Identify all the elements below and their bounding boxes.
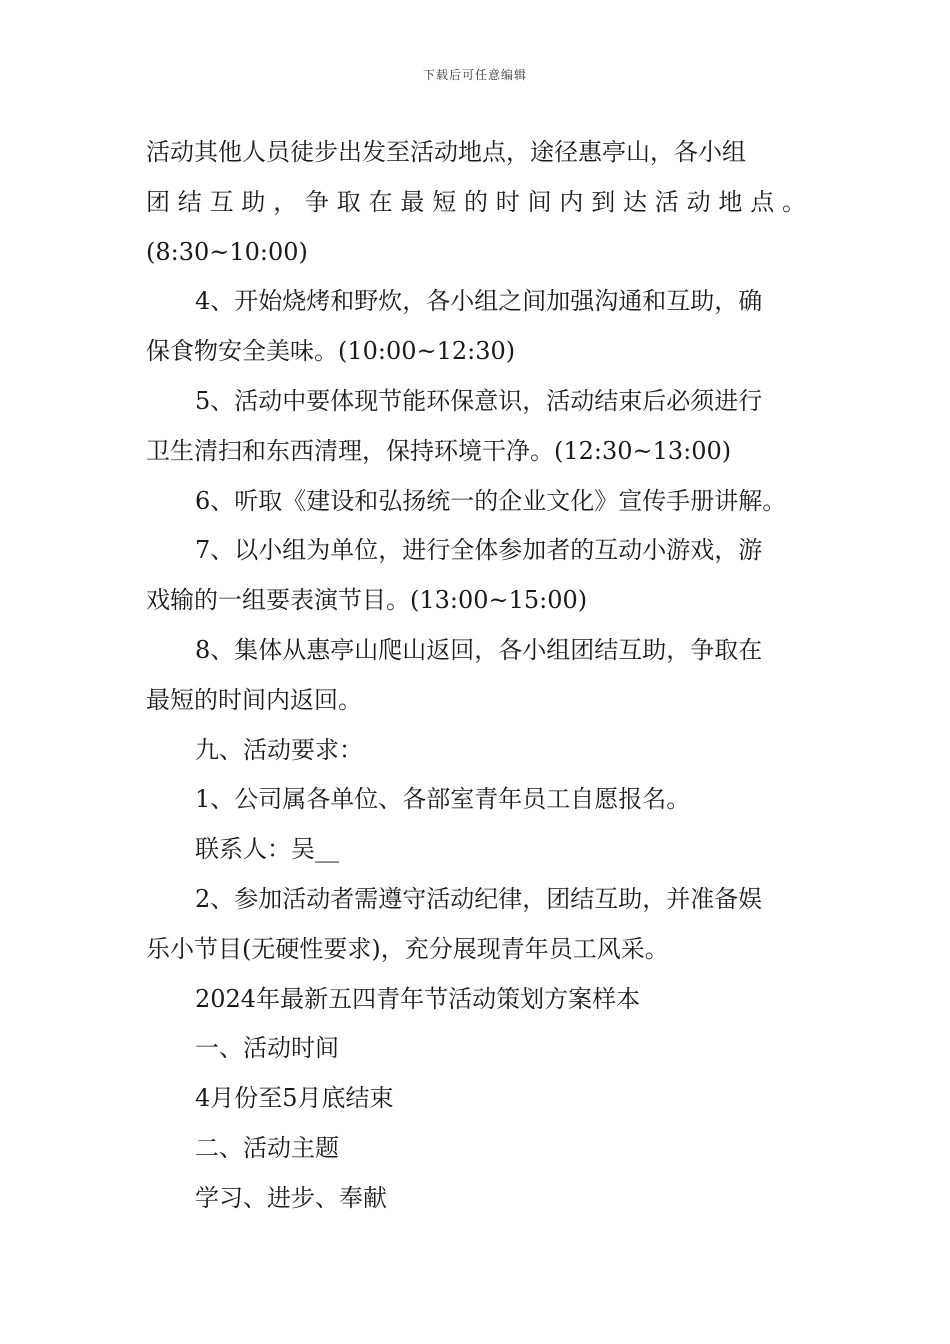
text-line: 4、开始烧烤和野炊，各小组之间加强沟通和互助，确	[195, 287, 763, 316]
section-heading: 一、活动时间	[195, 1034, 339, 1063]
document-body	[146, 128, 806, 1224]
text-line: 戏输的一组要表演节目。(13:00~15:00)	[146, 586, 588, 615]
header-note: 下载后可任意编辑	[422, 68, 527, 82]
text-line: 最短的时间内返回。	[146, 685, 362, 714]
text-line: 乐小节目(无硬性要求)，充分展现青年员工风采。	[146, 934, 669, 963]
text-line: 卫生清扫和东西清理，保持环境干净。(12:30~13:00)	[146, 436, 732, 465]
text-line: 1、公司属各单位、各部室青年员工自愿报名。	[195, 785, 691, 814]
section-heading: 九、活动要求：	[195, 735, 363, 764]
text-line: 7、以小组为单位，进行全体参加者的互动小游戏，游	[195, 536, 763, 565]
text-line: 8、集体从惠亭山爬山返回，各小组团结互助，争取在	[195, 635, 763, 664]
text-line: 4月份至5月底结束	[195, 1084, 394, 1113]
text-line: 5、活动中要体现节能环保意识，活动结束后必须进行	[195, 386, 763, 415]
text-line: 团 结 互 助 ， 争 取 在 最 短 的 时 间 内 到 达 活 动 地 点 。	[146, 187, 806, 216]
section-heading: 二、活动主题	[195, 1133, 339, 1162]
text-line: (8:30~10:00)	[146, 237, 308, 266]
text-line: 2、参加活动者需遵守活动纪律，团结互助，并准备娱	[195, 884, 763, 913]
text-line: 保食物安全美味。(10:00~12:30)	[146, 337, 516, 366]
contact-line: 联系人：吴__	[195, 835, 339, 864]
text-line: 活动其他人员徒步出发至活动地点，途径惠亭山，各小组	[146, 138, 746, 166]
document-title: 2024年最新五四青年节活动策划方案样本	[195, 984, 641, 1013]
text-line: 6、听取《建设和弘扬统一的企业文化》宣传手册讲解。	[195, 486, 787, 515]
text-line: 学习、进步、奉献	[195, 1183, 387, 1212]
